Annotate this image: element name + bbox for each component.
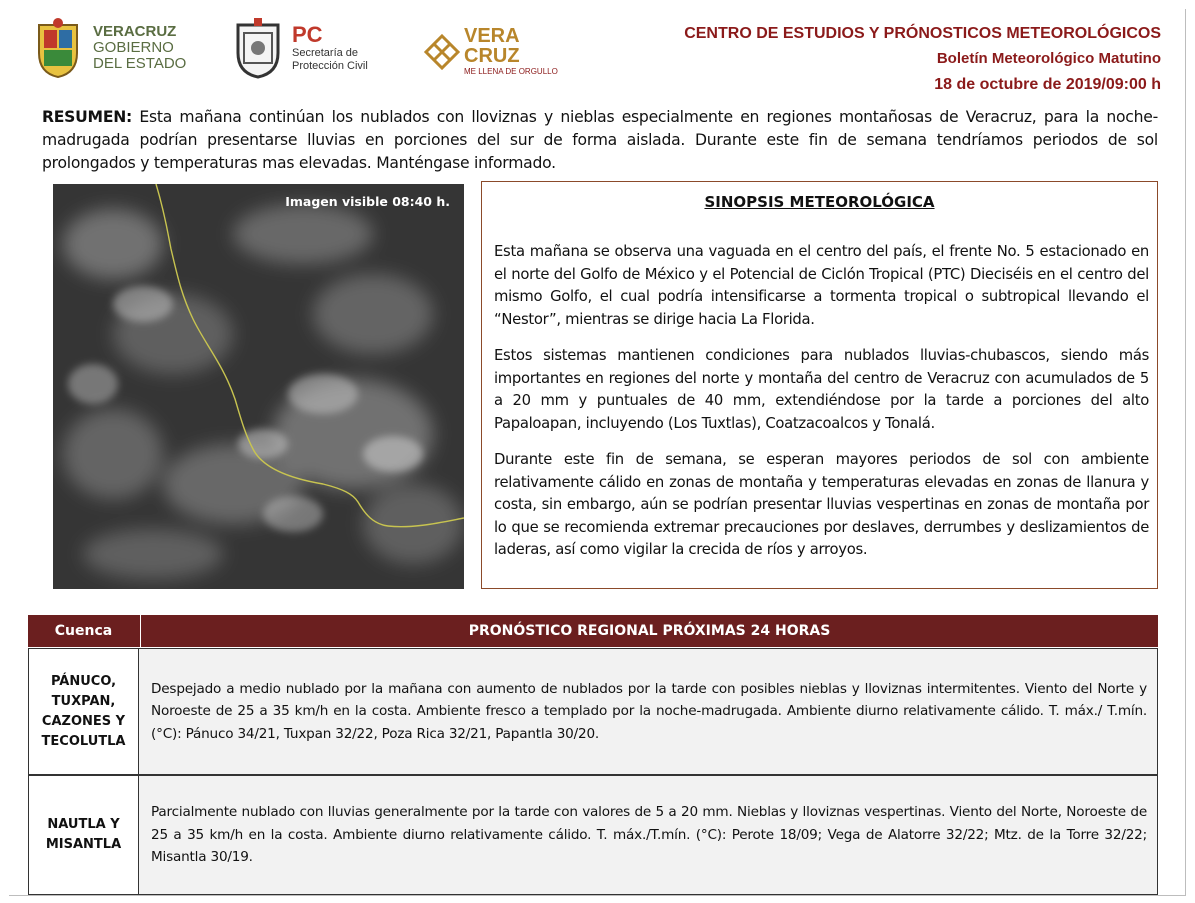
- synopsis-box: [481, 181, 1158, 589]
- bulletin-date: 18 de octubre de 2019/09:00 h: [934, 76, 1161, 93]
- page-title: CENTRO DE ESTUDIOS Y PRÓNOSTICOS METEOROLÓGICOS: [684, 25, 1161, 42]
- logo3-tagline: ME LLENA DE ORGULLO: [464, 67, 558, 76]
- satellite-image: [53, 184, 464, 589]
- row-forecast-text: Despejado a medio nublado por la mañana con aumento de nublados por la tarde con posibles nieblas y lloviznas intermitentes. Viento del Norte y Noroeste de 25 a 35 km/h en la costa. Ambiente fresco a templado por la noche-madrugada. Ambiente diurno relativamente cálido. T. máx./ T.mín. (°C): Pánuco 34/21, Tuxpan 32/22, Poza Rica 32/21, Papantla 30/20.: [139, 648, 1158, 775]
- page-subtitle: Boletín Meteorológico Matutino: [936, 50, 1161, 67]
- proteccion-civil-logo: [232, 16, 368, 80]
- shield-emblem-icon: [232, 17, 284, 79]
- logo2-line1: Secretaría de: [292, 47, 359, 59]
- synopsis-title: SINOPSIS METEOROLÓGICA: [704, 193, 935, 211]
- table-header: [28, 615, 1158, 647]
- logo1-line2: GOBIERNO: [93, 39, 174, 56]
- veracruz-brand-logo: [424, 22, 558, 82]
- synopsis-paragraph-1: Esta mañana se observa una vaguada en el centro del país, el frente No. 5 estacionado en el norte del Golfo de México y el Potencial de Ciclón Tropical (PTC) Dieciséis en el centro del mismo Golfo, el cual podría intensificarse a tormenta tropical o subtropical llevando el “Nestor”, mientras se dirige hacia La Florida.: [494, 243, 1149, 328]
- synopsis-paragraph-2: Estos sistemas mantienen condiciones para nublados lluvias-chubascos, siendo más importantes en regiones del norte y montaña del centro de Veracruz con acumulados de 5 a 20 mm y puntuales de 40 mm, extendiéndose por la tarde a porciones del alto Papaloapan, incluyendo (Los Tuxtlas), Coatzacoalcos y Tonalá.: [494, 347, 1149, 432]
- header-block: [684, 23, 1161, 97]
- row-basin-name: PÁNUCO, TUXPAN, CAZONES Y TECOLUTLA: [28, 648, 139, 775]
- table-row: [28, 648, 1158, 775]
- row-forecast-text: Parcialmente nublado con lluvias generalmente por la tarde con valores de 5 a 20 mm. Nieblas y lloviznas vespertinas. Viento del Norte, Noroeste de 25 a 35 km/h en la costa. Ambiente diurno relativamente cálido. T. máx./T.mín. (°C): Perote 18/09; Vega de Alatorre 32/22; Mtz. de la Torre 32/22; Misantla 30/19.: [139, 775, 1158, 895]
- satellite-label: Imagen visible 08:40 h.: [285, 194, 450, 209]
- logo3-line2: CRUZ: [464, 45, 520, 67]
- logo1-line1: VERACRUZ: [93, 23, 177, 40]
- row-basin-name: NAUTLA Y MISANTLA: [28, 775, 139, 895]
- synopsis-paragraph-3: Durante este fin de semana, se esperan mayores periodos de sol con ambiente relativamente cálido en zonas de montaña y temperaturas elevadas en zonas de llanura y costa, sin embargo, aún se podrían presentar lluvias vespertinas en zonas de montaña por lo que se recomienda extremar precauciones por deslaves, derrumbes y deslizamientos de laderas, así como vigilar la crecida de ríos y arroyos.: [494, 451, 1149, 558]
- lattice-emblem-icon: [424, 34, 460, 70]
- summary-label: RESUMEN:: [42, 108, 133, 126]
- logo2-line2: Protección Civil: [292, 60, 368, 72]
- header-cuenca: Cuenca: [54, 623, 113, 639]
- logo3-line1: VERA: [464, 25, 520, 47]
- table-row: [28, 775, 1158, 895]
- logo2-abbr: PC: [292, 22, 323, 47]
- header-forecast: PRONÓSTICO REGIONAL PRÓXIMAS 24 HORAS: [140, 615, 1158, 647]
- satellite-clouds-graphic: [53, 184, 464, 589]
- logo1-line3: DEL ESTADO: [93, 55, 187, 72]
- veracruz-government-logo: [35, 16, 186, 80]
- summary-text: Esta mañana continúan los nublados con lloviznas y nieblas especialmente en regiones montañosas de Veracruz, para la noche-madrugada podrían presentarse lluvias en porciones del sur de forma aislada. Durante este fin de semana tendríamos periodos de sol prolongados y temperaturas mas elevadas. Manténgase informado.: [42, 108, 1158, 172]
- coat-of-arms-icon: [35, 17, 81, 79]
- summary-paragraph: [42, 106, 1158, 175]
